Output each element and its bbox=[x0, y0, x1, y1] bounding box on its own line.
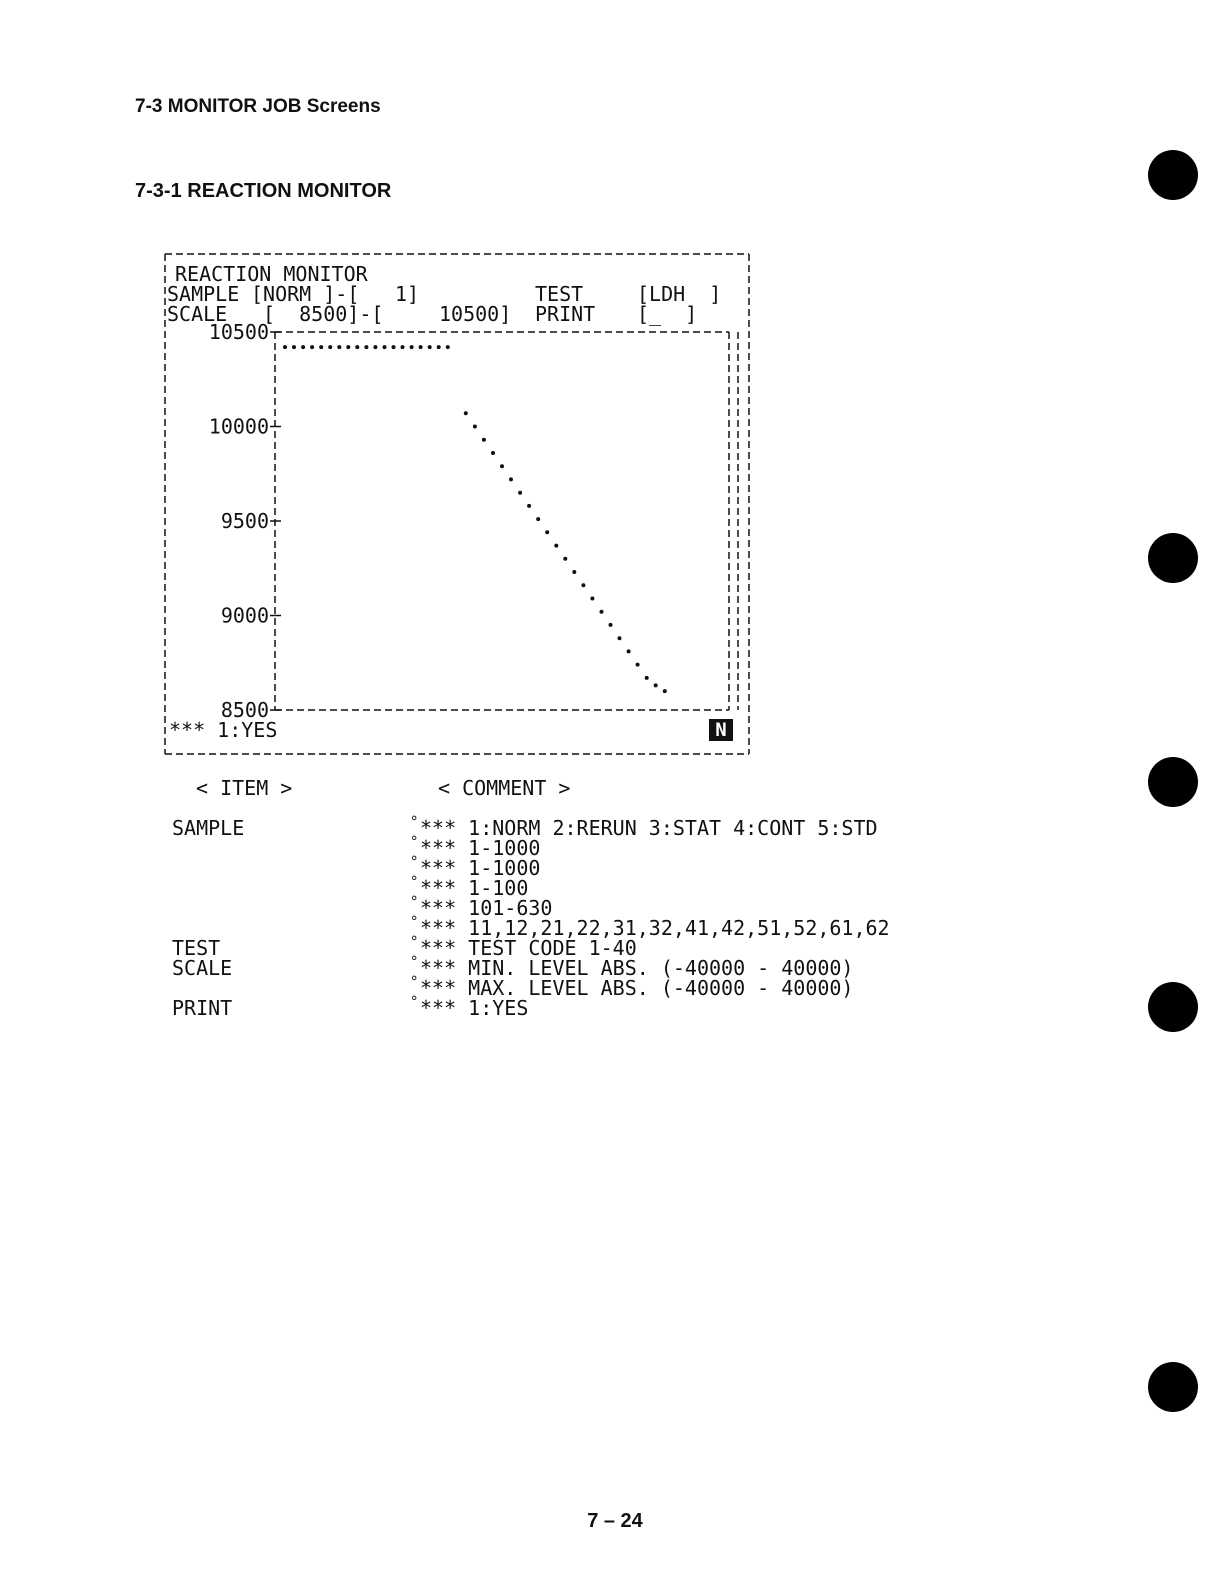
sample-number-field: 1] bbox=[395, 282, 420, 306]
y-tick-label: 10000 bbox=[208, 414, 269, 439]
data-point bbox=[509, 477, 513, 481]
data-point bbox=[581, 583, 585, 587]
data-point bbox=[373, 345, 377, 349]
table-row-item: TEST bbox=[172, 936, 221, 960]
bullet-icon: ° bbox=[410, 954, 419, 970]
scale-min-field: [ 8500]-[ bbox=[263, 302, 384, 326]
bullet-icon: ° bbox=[410, 894, 419, 910]
test-field: [LDH ] bbox=[637, 282, 722, 306]
data-point bbox=[446, 345, 450, 349]
table-row-comment: *** 11,12,21,22,31,32,41,42,51,52,61,62 bbox=[420, 916, 890, 940]
bullet-icon: ° bbox=[410, 934, 419, 950]
prompt-line: *** 1:YES bbox=[169, 718, 278, 742]
data-point bbox=[428, 345, 432, 349]
table-row-comment: *** 1:NORM 2:RERUN 3:STAT 4:CONT 5:STD bbox=[420, 816, 878, 840]
cursor-icon: N bbox=[709, 719, 733, 741]
page-number: 7 – 24 bbox=[587, 1510, 643, 1532]
data-point bbox=[346, 345, 350, 349]
table-row-comment: *** 1:YES bbox=[420, 996, 529, 1020]
subsection-heading: 7-3-1 REACTION MONITOR bbox=[135, 180, 392, 202]
bullet-icon: ° bbox=[410, 854, 419, 870]
sample-type-field: [NORM ]-[ bbox=[251, 282, 360, 306]
data-point bbox=[618, 636, 622, 640]
bullet-icon: ° bbox=[410, 874, 419, 890]
data-point bbox=[437, 345, 441, 349]
binder-hole-icon bbox=[1148, 757, 1198, 807]
scale-max-field: 10500] bbox=[439, 302, 512, 326]
scale-min-value[interactable]: 8500 bbox=[299, 302, 348, 326]
data-point bbox=[419, 345, 423, 349]
test-value[interactable]: LDH bbox=[649, 282, 686, 306]
table-row-comment: *** 1-100 bbox=[420, 876, 529, 900]
data-point bbox=[536, 517, 540, 521]
data-point bbox=[319, 345, 323, 349]
section-heading: 7-3 MONITOR JOB Screens bbox=[135, 96, 381, 117]
data-point bbox=[473, 425, 477, 429]
data-point bbox=[518, 491, 522, 495]
table-row-item: SAMPLE bbox=[172, 816, 245, 840]
data-point bbox=[383, 345, 387, 349]
table-row-comment: *** 101-630 bbox=[420, 896, 553, 920]
binder-hole-icon bbox=[1148, 982, 1198, 1032]
data-point bbox=[590, 597, 594, 601]
sample-type-value[interactable]: NORM bbox=[263, 282, 312, 306]
data-point bbox=[491, 451, 495, 455]
bullet-icon: ° bbox=[410, 974, 419, 990]
bullet-icon: ° bbox=[410, 834, 419, 850]
y-tick-label: 10500 bbox=[208, 320, 269, 344]
y-tick-label: 8500 bbox=[220, 698, 269, 722]
data-point bbox=[600, 610, 604, 614]
table-row-item: SCALE bbox=[172, 956, 233, 980]
data-point bbox=[464, 411, 468, 415]
data-point bbox=[527, 504, 531, 508]
reaction-monitor-screen bbox=[163, 250, 759, 765]
table-row-comment: *** MAX. LEVEL ABS. (-40000 - 40000) bbox=[420, 976, 854, 1000]
data-point bbox=[355, 345, 359, 349]
binder-hole-icon bbox=[1148, 150, 1198, 200]
bullet-icon: ° bbox=[410, 814, 419, 830]
print-field: [_ ] bbox=[637, 302, 698, 326]
data-point bbox=[364, 345, 368, 349]
data-point bbox=[636, 663, 640, 667]
table-row-comment: *** MIN. LEVEL ABS. (-40000 - 40000) bbox=[420, 956, 854, 980]
table-row-comment: *** 1-1000 bbox=[420, 836, 541, 860]
table-row-comment: *** 1-1000 bbox=[420, 856, 541, 880]
binder-hole-icon bbox=[1148, 533, 1198, 583]
test-label: TEST bbox=[535, 282, 584, 306]
data-point bbox=[654, 683, 658, 687]
data-point bbox=[500, 464, 504, 468]
scale-max-value[interactable]: 10500 bbox=[439, 302, 500, 326]
screen-title: REACTION MONITOR bbox=[175, 262, 368, 286]
data-point bbox=[283, 345, 287, 349]
data-point bbox=[545, 530, 549, 534]
table-row-item: PRINT bbox=[172, 996, 233, 1020]
sample-label: SAMPLE bbox=[167, 282, 240, 306]
data-point bbox=[401, 345, 405, 349]
data-point bbox=[627, 649, 631, 653]
data-point bbox=[292, 345, 296, 349]
y-tick-label: 9500 bbox=[220, 509, 269, 533]
scale-label: SCALE bbox=[167, 302, 228, 326]
print-value[interactable]: _ bbox=[649, 302, 662, 326]
data-point bbox=[410, 345, 414, 349]
print-label: PRINT bbox=[535, 302, 596, 326]
sample-number-value[interactable]: 1 bbox=[395, 282, 408, 306]
bullet-icon: ° bbox=[410, 994, 419, 1010]
data-point bbox=[663, 689, 667, 693]
terminal-screen-drawing bbox=[163, 250, 759, 765]
data-point bbox=[482, 438, 486, 442]
item-column-header: < ITEM > bbox=[196, 776, 293, 800]
bullet-icon: ° bbox=[410, 914, 419, 930]
data-point bbox=[310, 345, 314, 349]
data-point bbox=[563, 557, 567, 561]
data-point bbox=[301, 345, 305, 349]
comment-column-header: < COMMENT > bbox=[438, 776, 571, 800]
binder-hole-icon bbox=[1148, 1362, 1198, 1412]
data-point bbox=[645, 676, 649, 680]
y-tick-label: 9000 bbox=[220, 603, 269, 628]
data-point bbox=[328, 345, 332, 349]
data-point bbox=[337, 345, 341, 349]
table-row-comment: *** TEST CODE 1-40 bbox=[420, 936, 637, 960]
data-point bbox=[554, 544, 558, 548]
data-point bbox=[392, 345, 396, 349]
data-point bbox=[609, 623, 613, 627]
data-point bbox=[572, 570, 576, 574]
